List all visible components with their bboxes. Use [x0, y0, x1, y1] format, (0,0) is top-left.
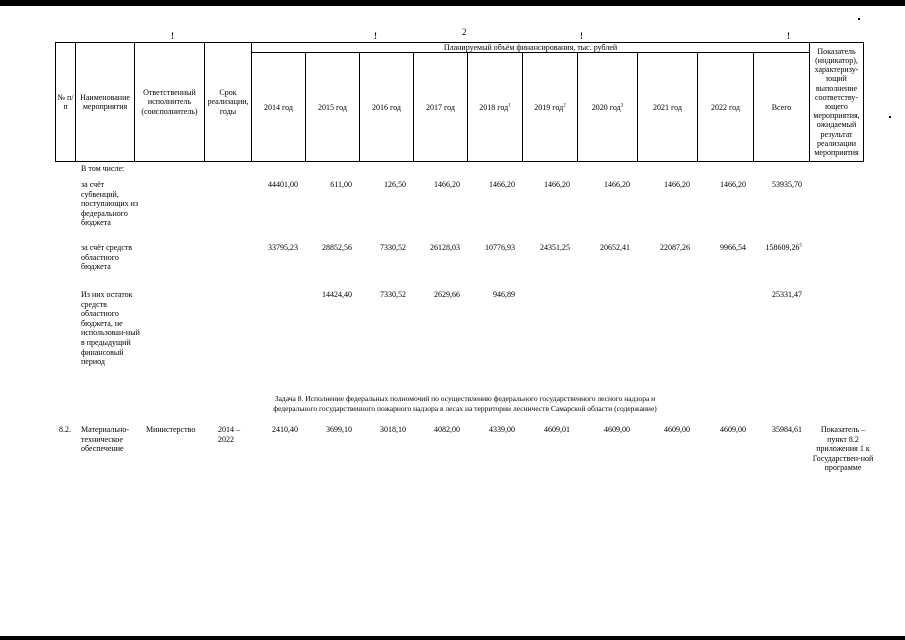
value-cell: 3699,10 [326, 425, 352, 434]
header-year: 2014 год [252, 53, 306, 162]
value-cell: 7330,52 [380, 243, 406, 252]
header-executor: Ответственный исполнитель (соисполнитель) [135, 43, 205, 162]
value-cell: 10776,93 [485, 243, 515, 252]
value-cell: 946,89 [493, 290, 515, 299]
value-cell: 4609,00 [604, 425, 630, 434]
item-executor: Министерство [146, 425, 196, 434]
value-cell: 126,50 [384, 180, 406, 189]
footnote-mark: 5 [799, 243, 802, 249]
value-cell: 1466,20 [664, 180, 690, 189]
value-cell: 4609,01 [544, 425, 570, 434]
task-line-2: федерального государственного пожарного надзора в лесах на территории лесничеств Самарской области (содержание) [273, 404, 657, 414]
scan-bottom-border [0, 636, 905, 640]
row-label-federal: за счёт субвенций, поступающих из федерального бюджета [81, 180, 139, 228]
task-heading [200, 394, 730, 414]
value-cell: 7330,52 [380, 290, 406, 299]
row-label-unused: Из них остаток средств областного бюджета, не использован-ный в предыдущий финансовый период [81, 290, 140, 367]
value-cell: 28852,56 [322, 243, 352, 252]
item-num: 8.2. [59, 425, 71, 434]
value-cell: 14424,40 [322, 290, 352, 299]
value-cell: 611,00 [330, 180, 352, 189]
value-cell: 1466,20 [489, 180, 515, 189]
value-cell: 4339,00 [489, 425, 515, 434]
item-name: Материально-техническое обеспечение [81, 425, 129, 454]
header-year: 2018 год$^1$ [468, 53, 523, 162]
header-year: 2017 год [414, 53, 468, 162]
header-planned: Планируемый объём финансирования, тыс. рублей [252, 43, 810, 53]
value-cell: 33795,23 [268, 243, 298, 252]
header-total: Всего [754, 53, 810, 162]
header-name: Наименование мероприятия [76, 43, 135, 162]
value-cell: 20652,41 [600, 243, 630, 252]
column-marker: ǃ [374, 31, 377, 41]
financing-table-header [55, 42, 864, 162]
scan-speck [889, 116, 891, 118]
header-year: 2015 год [306, 53, 360, 162]
value-cell: 1466,20 [604, 180, 630, 189]
value-cell: 4609,00 [720, 425, 746, 434]
value-cell: 1466,20 [544, 180, 570, 189]
header-year: 2016 год [360, 53, 414, 162]
header-term: Срок реализации, годы [205, 43, 252, 162]
value-cell: 35984,61 [772, 425, 802, 434]
value-cell: 158609,26$^5$ [765, 243, 802, 252]
column-marker: ǃ [580, 31, 583, 41]
value-cell: 3018,10 [380, 425, 406, 434]
incl-label: В том числе: [81, 164, 125, 173]
value-cell: 25331,47 [772, 290, 802, 299]
header-year: 2019 год$^2$ [523, 53, 578, 162]
value-cell: 24351,25 [540, 243, 570, 252]
row-label-regional: за счёт средств областного бюджета [81, 243, 133, 272]
column-marker: ǃ [787, 31, 790, 41]
header-year: 2021 год [638, 53, 698, 162]
value-cell: 1466,20 [434, 180, 460, 189]
column-marker: ǃ [171, 31, 174, 41]
value-cell: 26128,03 [430, 243, 460, 252]
scan-speck [858, 18, 860, 20]
task-line-1: Задача 8. Исполнение федеральных полномочий по осуществлению федерального государственного лесного надзора и [274, 394, 656, 403]
value-cell: 1466,20 [720, 180, 746, 189]
header-year: 2022 год [698, 53, 754, 162]
header-num: № п/п [56, 43, 76, 162]
page-number: 2 [462, 27, 467, 37]
value-cell: 2410,40 [272, 425, 298, 434]
value-cell: 9966,54 [720, 243, 746, 252]
header-indicator: Показатель (индикатор), характеризу-ющий выполнение соответству-ющего мероприятия, ожидаемый результат реализации мероприятия [810, 43, 864, 162]
value-cell: 22087,26 [660, 243, 690, 252]
item-indicator: Показатель – пункт 8.2 приложения 1 к Государствен-ной программе [812, 425, 874, 473]
item-term: 2014 – 2022 [218, 425, 240, 444]
header-year: 2020 год$^3$ [578, 53, 638, 162]
value-cell: 4609,00 [664, 425, 690, 434]
value-cell: 2629,66 [434, 290, 460, 299]
value-cell: 44401,00 [268, 180, 298, 189]
scan-top-border [0, 0, 905, 6]
value-cell: 4082,00 [434, 425, 460, 434]
value-cell: 53935,70 [772, 180, 802, 189]
